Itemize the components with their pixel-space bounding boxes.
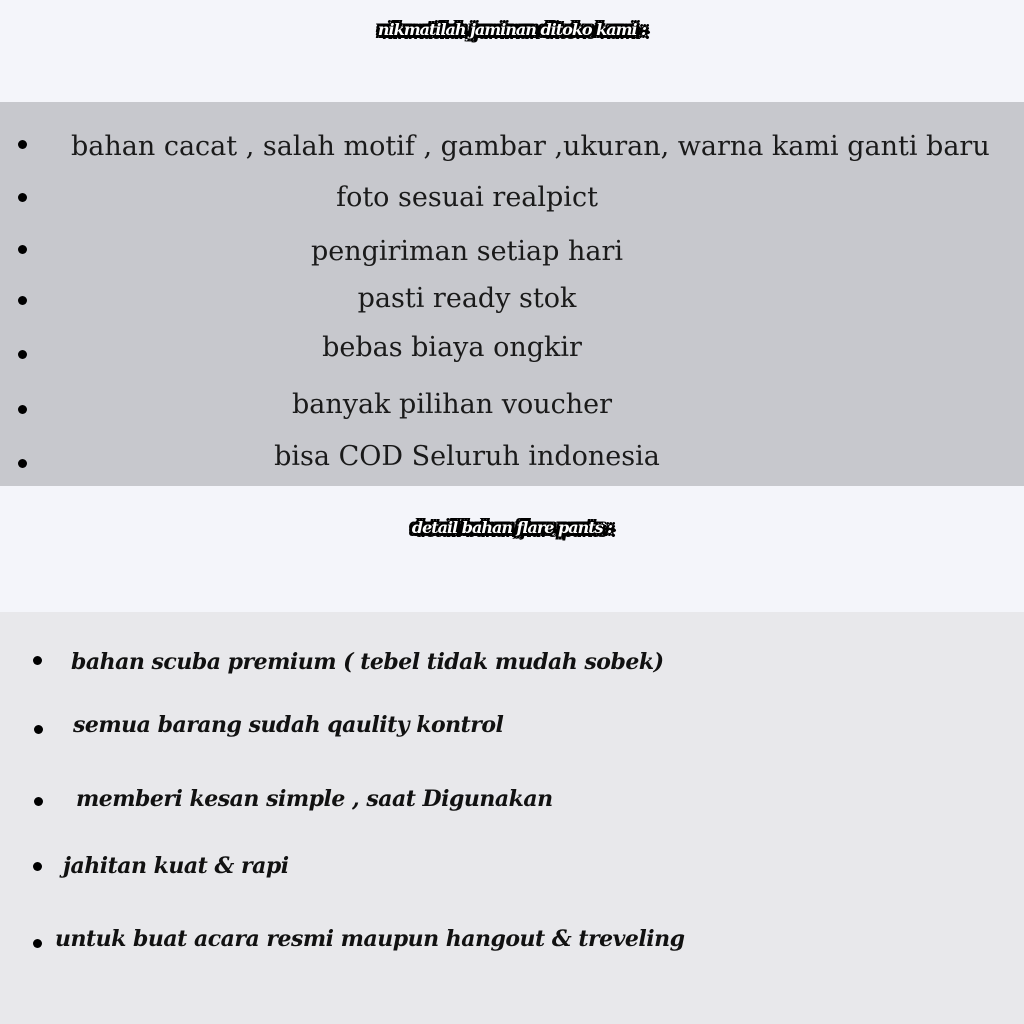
- bullet-icon: [33, 656, 42, 665]
- guarantee-item: pasti ready stok: [357, 283, 577, 314]
- detail-item: jahitan kuat & rapi: [63, 853, 289, 879]
- bullet-icon: [34, 797, 43, 806]
- detail-item: memberi kesan simple , saat Digunakan: [76, 786, 553, 812]
- guarantee-item: foto sesuai realpict: [336, 182, 598, 213]
- guarantee-item: bahan cacat , salah motif , gambar ,ukuran, warna kami ganti baru: [71, 131, 990, 162]
- details-heading: detail bahan flare pants :: [411, 518, 613, 537]
- detail-item: bahan scuba premium ( tebel tidak mudah sobek): [71, 649, 664, 675]
- guarantee-item: pengiriman setiap hari: [310, 236, 624, 267]
- bullet-icon: [33, 939, 42, 948]
- bullet-icon: [33, 862, 42, 871]
- bullet-icon: [18, 140, 27, 149]
- guarantee-item: bisa COD Seluruh indonesia: [274, 441, 660, 472]
- detail-item: semua barang sudah qaulity kontrol: [73, 712, 504, 738]
- detail-item: untuk buat acara resmi maupun hangout & treveling: [55, 926, 685, 952]
- guarantee-item: bebas biaya ongkir: [322, 332, 582, 363]
- bullet-icon: [34, 725, 43, 734]
- guarantee-item: banyak pilihan voucher: [291, 389, 612, 420]
- guarantee-heading: nikmatilah jaminan ditoko kami :: [377, 20, 647, 39]
